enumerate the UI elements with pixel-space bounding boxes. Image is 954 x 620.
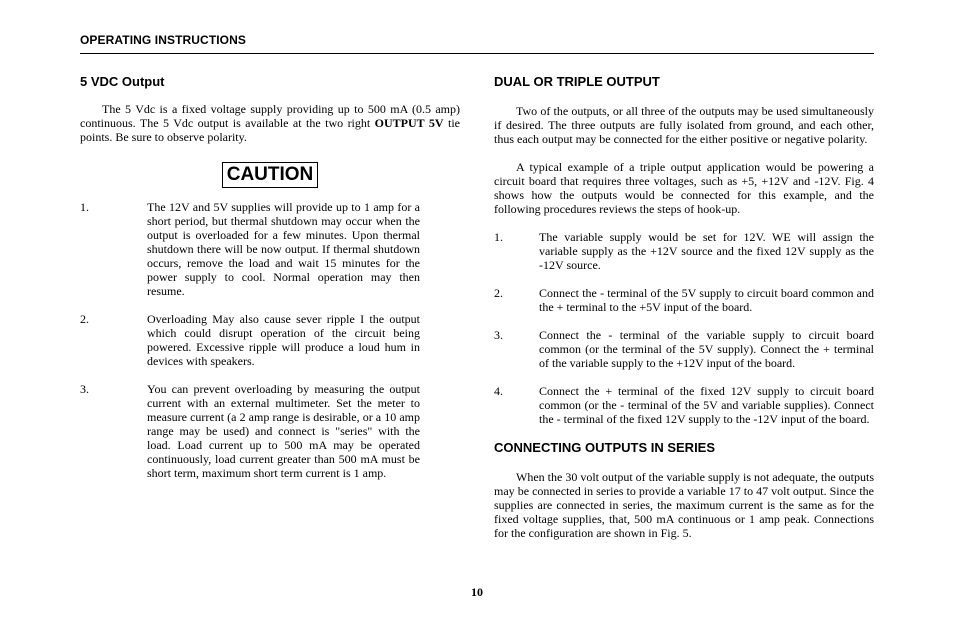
caution-label: CAUTION (222, 162, 319, 188)
list-item-number: 2. (80, 312, 89, 326)
right-column (494, 72, 874, 540)
list-item (80, 312, 460, 368)
header-rule (80, 53, 874, 54)
list-item-text: The variable supply would be set for 12V. WE will assign the variable supply as the +12V source and the fixed 12V supply as the -12V source. (539, 230, 874, 272)
caution-list (80, 200, 460, 480)
section-heading-dual-triple: DUAL OR TRIPLE OUTPUT (494, 74, 660, 89)
list-item-text: Connect the - terminal of the variable supply to circuit board common (or the terminal of the 5V supply). Connect the + terminal of the variable supply to the +12V input of the board. (539, 328, 874, 370)
intro-text-bold: OUTPUT 5V (374, 116, 444, 130)
list-item-number: 3. (80, 382, 89, 396)
list-item-number: 1. (80, 200, 89, 214)
list-item-text: Connect the + terminal of the fixed 12V supply to circuit board common (or the - terminal of the 5V and variable supplies). Connect the - terminal of the fixed 12V supply to the -12V input of the board. (539, 384, 874, 426)
list-item (494, 286, 874, 314)
dual-triple-paragraph-2: A typical example of a triple output application would be powering a circuit board that requires three voltages, such as +5, +12V and -12V. Fig. 4 shows how the outputs would be connected for this example, and the following procedures reviews the steps of hook-up. (494, 160, 874, 216)
section-heading-series: CONNECTING OUTPUTS IN SERIES (494, 440, 716, 455)
left-column (80, 72, 460, 480)
intro-paragraph (80, 102, 460, 144)
list-item-number: 2. (494, 286, 503, 300)
list-item-text: You can prevent overloading by measuring the output current with an external multimeter. Set the meter to measure current (a 2 amp range is desirable, or a 10 amp range may be used) and connect is "series" with the load. Load current up to 500 mA may be operated continuously, load current greater than 500 mA must be short term, maximum short term current is 1 amp. (147, 382, 420, 480)
list-item-number: 4. (494, 384, 503, 398)
dual-triple-paragraph-1: Two of the outputs, or all three of the outputs may be used simultaneously if desired. The three outputs are fully isolated from ground, and each other, thus each output may be connected for the either positive or negative polarity. (494, 104, 874, 146)
section-heading-5vdc: 5 VDC Output (80, 74, 165, 89)
page-number: 10 (471, 585, 483, 599)
series-paragraph: When the 30 volt output of the variable supply is not adequate, the outputs may be connected in series to provide a variable 17 to 47 volt output. Since the supplies are connected in series, the maximum current is the same as for the fixed voltage supplies, that, 500 mA continuous or 1 amp peak. Connections for the configuration are shown in Fig. 5. (494, 470, 874, 540)
list-item-text: Overloading May also cause sever ripple I the output which could disrupt operation of the circuit being powered. Excessive ripple will produce a loud hum in devices with speakers. (147, 312, 420, 368)
hookup-steps-list (494, 230, 874, 426)
list-item (80, 200, 460, 298)
list-item-text: Connect the - terminal of the 5V supply to circuit board common and the + terminal to the +5V input of the board. (539, 286, 874, 314)
running-header: OPERATING INSTRUCTIONS (80, 33, 246, 47)
list-item-text: The 12V and 5V supplies will provide up to 1 amp for a short period, but thermal shutdown may occur when the output is overloaded for a few minutes. Upon thermal shutdown there will be now output. If thermal shutdown occurs, remove the load and wait 15 minutes for the power supply to cool. Normal operation may then resume. (147, 200, 420, 298)
caution-block (80, 162, 460, 188)
list-item-number: 3. (494, 328, 503, 342)
intro-text-start: The 5 Vdc is a fixed voltage supply providing up to 500 mA (0.5 amp) continuous. The 5 Vdc output is available at the two right (80, 102, 460, 130)
list-item-number: 1. (494, 230, 503, 244)
list-item (494, 328, 874, 370)
list-item (494, 384, 874, 426)
list-item (494, 230, 874, 272)
intro-text-end: tie points. Be sure to observe polarity. (80, 116, 461, 144)
list-item (80, 382, 460, 480)
